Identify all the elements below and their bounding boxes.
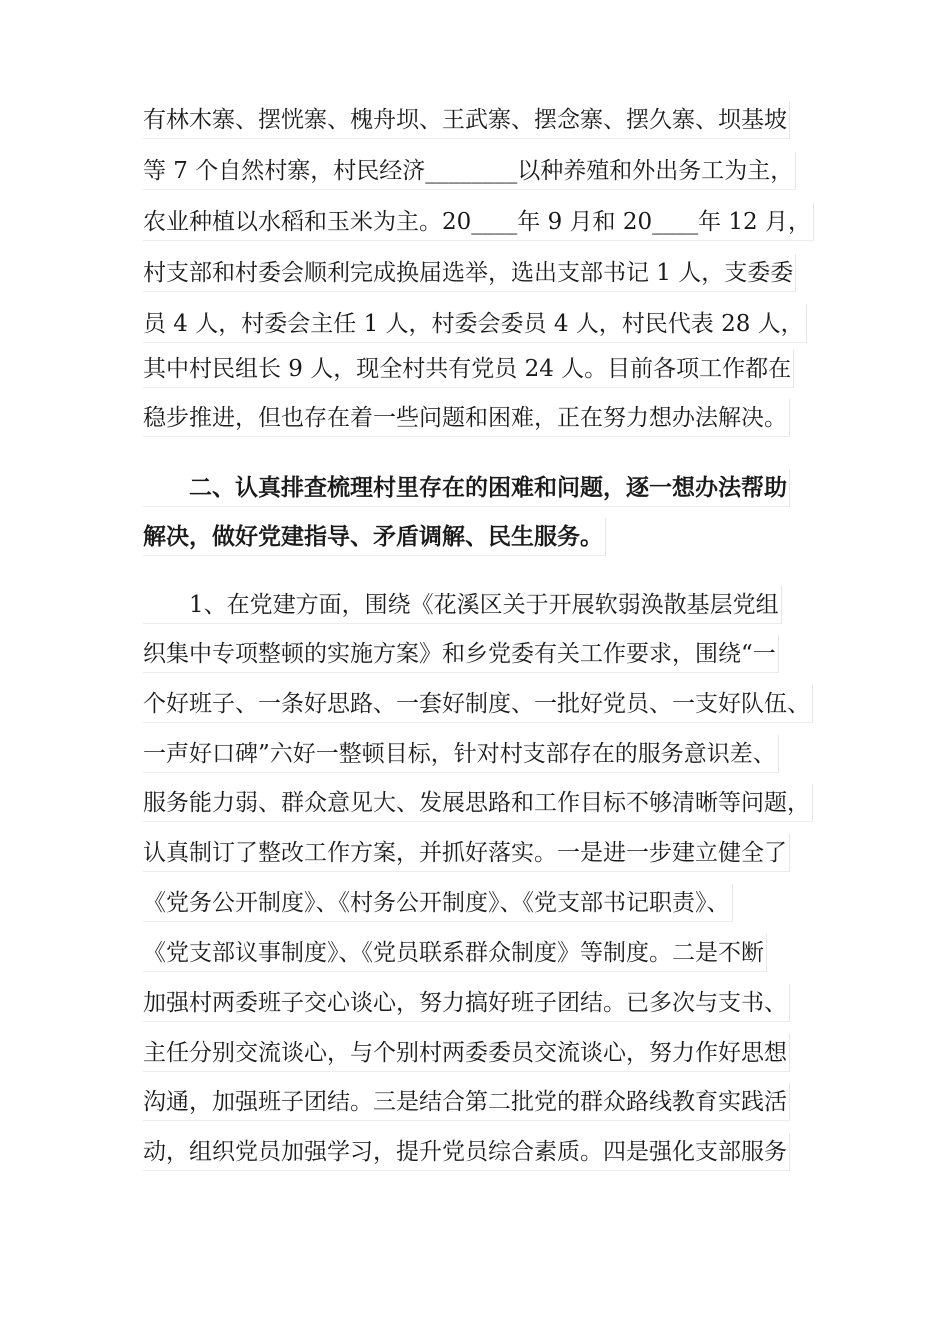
paragraph-3-line-7 <box>143 884 733 922</box>
paragraph-3-line-2 <box>143 635 779 673</box>
paragraph-3-line-10 <box>143 1034 790 1072</box>
text-span: 沟通，加强班子团结。三是结合第二批党的群众路线教育实践活 <box>143 1089 787 1115</box>
text-span: 服务能力弱、群众意见大、发展思路和工作目标不够清晰等问题， <box>143 790 810 816</box>
text-span: 等 7 个自然村寨，村民经济________以种养殖和外出务工为主， <box>143 158 794 184</box>
paragraph-1-line-1 <box>143 101 790 139</box>
text-span: 解决，做好党建指导、矛盾调解、民生服务。 <box>143 523 603 550</box>
paragraph-1-line-7 <box>143 399 790 437</box>
text-span: 《党支部议事制度》、《党员联系群众制度》等制度。二是不断 <box>143 940 764 966</box>
text-span: 一声好口碑”六好一整顿目标，针对村支部存在的服务意识差、 <box>143 741 776 767</box>
text-span: 有林木寨、摆恍寨、槐舟坝、王武寨、摆念寨、摆久寨、坝基坡 <box>143 107 787 133</box>
text-span: 其中村民组长 9 人，现全村共有党员 24 人。目前各项工作都在 <box>143 356 792 382</box>
text-span: 稳步推进，但也存在着一些问题和困难，正在努力想办法解决。 <box>143 405 787 431</box>
paragraph-1-line-2 <box>143 152 796 190</box>
paragraph-1-line-3 <box>143 203 814 241</box>
section-heading-line-1 <box>143 469 790 507</box>
paragraph-3-line-3 <box>143 685 813 723</box>
paragraph-1-line-5 <box>143 305 807 343</box>
paragraph-3-line-4 <box>143 735 779 773</box>
paragraph-3-line-6 <box>143 834 790 872</box>
text-span: 员 4 人，村委会主任 1 人，村委会委员 4 人，村民代表 28 人， <box>143 311 804 337</box>
text-span: 认真制订了整改工作方案，并抓好落实。一是进一步建立健全了 <box>143 840 787 866</box>
text-span: 加强村两委班子交心谈心，努力搞好班子团结。已多次与支书、 <box>143 990 787 1016</box>
text-span: 1、在党建方面，围绕《花溪区关于开展软弱涣散基层党组 <box>189 592 779 618</box>
text-span: 村支部和村委会顺利完成换届选举，选出支部书记 1 人，支委委 <box>143 260 794 286</box>
paragraph-3-line-8 <box>143 934 767 972</box>
text-span: 二、认真排查梳理村里存在的困难和问题，逐一想办法帮助 <box>189 474 787 501</box>
paragraph-3-line-1 <box>143 586 782 624</box>
text-span: 动，组织党员加强学习，提升党员综合素质。四是强化支部服务 <box>143 1139 787 1165</box>
paragraph-3-line-9 <box>143 984 790 1022</box>
text-span: 《党务公开制度》、《村务公开制度》、《党支部书记职责》、 <box>143 890 730 916</box>
paragraph-1-line-6 <box>143 350 794 388</box>
paragraph-3-line-12 <box>143 1133 790 1171</box>
text-span: 个好班子、一条好思路、一套好制度、一批好党员、一支好队伍、 <box>143 691 810 717</box>
paragraph-3-line-5 <box>143 784 813 822</box>
text-span: 主任分别交流谈心，与个别村两委委员交流谈心，努力作好思想 <box>143 1040 787 1066</box>
paragraph-1-line-4 <box>143 254 796 292</box>
section-heading-line-2 <box>143 518 606 556</box>
text-span: 织集中专项整顿的实施方案》和乡党委有关工作要求，围绕“一 <box>143 641 776 667</box>
paragraph-3-line-11 <box>143 1083 790 1121</box>
text-span: 农业种植以水稻和玉米为主。20____年 9 月和 20____年 12 月， <box>143 209 811 235</box>
